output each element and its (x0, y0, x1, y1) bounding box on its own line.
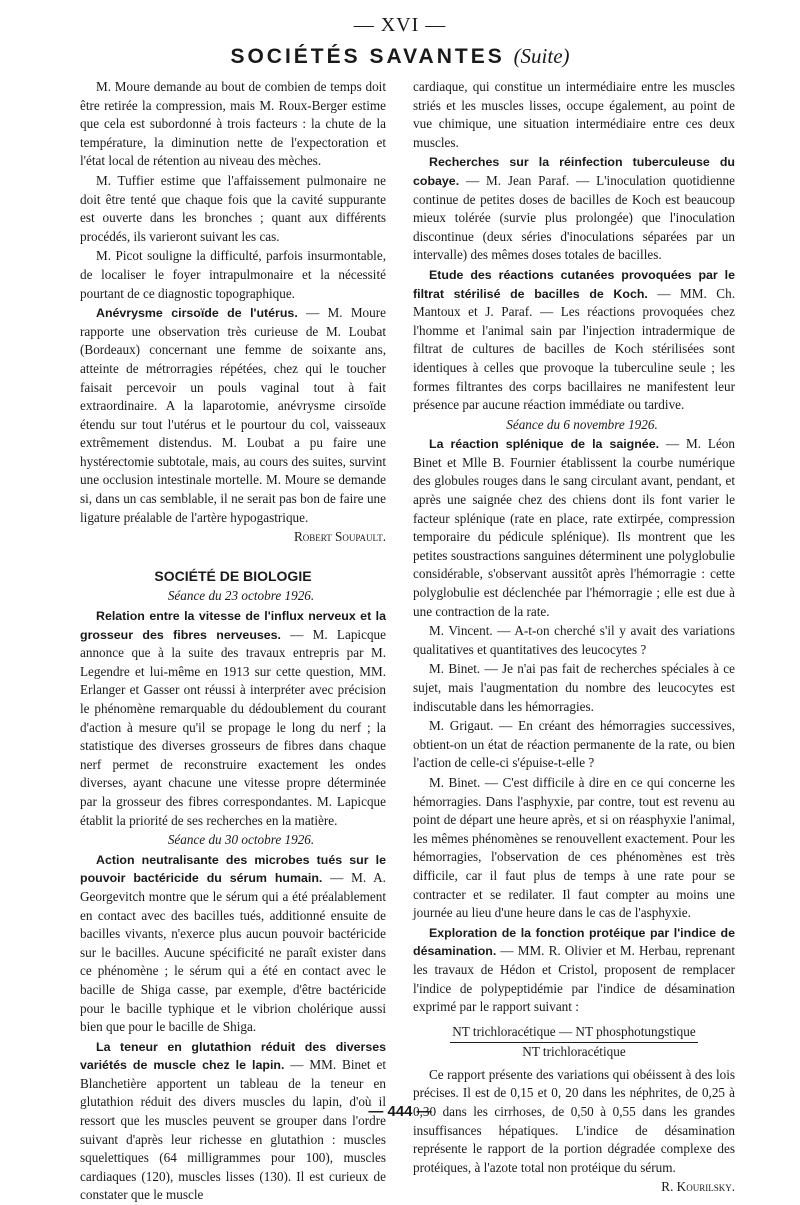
author-signature: R. Kourilsky. (661, 1179, 735, 1195)
heading-title: SOCIÉTÉS SAVANTES (230, 45, 505, 68)
paragraph: cardiaque, qui constitue un intermédiaire entre les muscles striés et les muscles lisses, occupe également, au point de vue chimique, une situation intermédiaire entre ces deux muscles. (413, 79, 735, 150)
article-text: — M. Lapicque annonce que à la suite des travaux entrepris par M. Legendre et lui-même en 1913 sur cette question, MM. Erlanger et Gasser ont réussi à interpréter avec précision le phénomène remarquable du dédoublement du courant d'action à mesure qu'il se propage le long du nerf ; la statistique des diverses grosseurs de fibres dans chaque nerf permet de reconstruire exactement les ondes diverses, ayant chacune une vitesse propre déterminée par la grosseur des fibres correspondantes. M. Lapicque établit la priorité de ses recherches en la matière. (80, 626, 386, 828)
article-title: Anévrysme cirsoïde de l'utérus. (96, 306, 298, 321)
article-text: — MM. Binet et Blanchetière apportent un tableau de la teneur en glutathion réduit des divers muscles du lapin, d'où il ressort que les muscles peuvent se grouper dans l'ordre suivant d'après leur richesse en glutathion : muscles squelettiques (64 milligrammes pour 100), muscles cardiaques (120), muscles lisses (130). Il est curieux de constater que le muscle (80, 1057, 386, 1203)
article-text: — MM. Ch. Mantoux et J. Paraf. — Les réactions provoquées chez l'homme et l'animal sain par l'injection intradermique de filtrat de cultures de bacilles de Koch stérilisées sont identiques à celles que provoque la tuberculine seule ; les formes filtrantes des corps bacillaires ne manifestent leur présence par aucune réaction immédiate ou tardive. (413, 285, 735, 413)
article-title: Exploration de la fonction protéique par l'indice de désamination. (413, 925, 735, 959)
paragraph (80, 607, 386, 830)
paragraph: M. Binet. — Je n'ai pas fait de recherches spéciales à ce sujet, mais l'augmentation du nombre des leucocytes est indiscutable dans les hémorragies. (413, 661, 735, 714)
paragraph (413, 435, 735, 621)
paragraph (80, 851, 386, 1037)
paragraph: M. Binet. — C'est difficile à dire en ce qui concerne les hémorragies. Dans l'asphyxie, par contre, tout est revenu au point de départ une heure après, et si on réasphyxie l'animal, les mêmes phénomènes se renouvellent exactement. Pour les hémorragies, l'observation de ces phénomènes est très difficile, car il faut plus de temps à une rate pour se contracter et se redilater. Il faut compter au moins une journée au lieu d'une heure dans le cas de l'asphyxie. (413, 774, 735, 921)
paragraph: M. Grigaut. — En créant des hémorragies successives, obtient-on un état de réaction permanente de la rate, ou bien l'action de celle-ci s'épuise-t-elle ? (413, 718, 735, 771)
formula-denominator: NT trichloracétique (522, 1044, 626, 1060)
paragraph (413, 266, 735, 415)
article-title: Recherches sur la réinfection tuberculeuse du cobaye. (413, 155, 735, 188)
page-number: — 444 — (368, 1103, 432, 1120)
session-date: Séance du 6 novembre 1926. (506, 416, 658, 432)
article-title: La réaction splénique de la saignée. (429, 437, 660, 452)
left-column (80, 78, 386, 1203)
paragraph: M. Moure demande au bout de combien de temps doit être retirée la compression, mais M. Roux-Berger estime que cela est subordonné à trois facteurs : la chute de la température, la diminution nette de l'expectoration et l'état local de rétention au niveau des mèches. (80, 79, 386, 169)
article-text: — M. Jean Paraf. — L'inoculation quotidienne continue de petites doses de bacilles de Koch est beaucoup mieux tolérée (survie plus prolongée) que l'inoculation discontinue (deux séries d'inoculations séparées par un intervalle) des mêmes doses totales de bacilles. (413, 172, 735, 263)
author-signature: Robert Soupault. (293, 529, 386, 545)
article-title: Etude des réactions cutanées provoquées par le filtrat stérilisé de bacilles de Koch. (413, 267, 735, 301)
article-text: — M. Léon Binet et Mlle B. Fournier établissent la courbe numérique des globules rouges dans le sang circulant avant, pendant, et après une saignée chez des chiens dont ils font varier le facteur splénique (rate en place, rate extirpée, compression temporaire du pédicule splénique). Ils montrent que les petites soustractions sanguines déterminent une polyglobulie considérable, s'observant aussitôt après l'hémorragie : cette polyglobulie est déclenchée par l'hémorragie ; elle est due à une contraction de la rate. (413, 436, 735, 619)
article-text: — M. A. Georgevitch montre que le sérum qui a été préalablement en contact avec des bacilles tués, additionné ensuite de bacilles vivants, n'exerce plus aucun pouvoir bactéricide sur le bacilles. Aucune spécificité ne paraît exister dans ce phénomène ; le sérum qui a été en contact avec le bacille de Shiga casse, par exemple, d'être bactéricide pour le bacille typhique et le vibrion cholérique aussi bien que pour le bacille de Shiga. (80, 870, 386, 1035)
society-title: SOCIÉTÉ DE BIOLOGIE (154, 567, 312, 584)
paragraph: M. Vincent. — A-t-on cherché s'il y avait des variations qualitatives et quantitatives des leucocytes ? (413, 623, 735, 657)
session-date: Séance du 30 octobre 1926. (167, 832, 315, 848)
article-text: — M. Moure rapporte une observation très curieuse de M. Loubat (Bordeaux) concernant une femme de soixante ans, atteinte de métrorragies répétées, chez qui le toucher faisait percevoir un pouls vaginal tout à fait extraordinaire. A la laparotomie, anévrysme cirsoïde étendu sur tout l'utérus et le pourtour du col, vaisseaux extrêmement distendus. M. Loubat a pu faire une hystérectomie subtotale, mais, au cours des suites, survint une occlusion intestinale mortelle. M. Moure se demande si, dans un cas semblable, il ne serait pas bon de faire une ligature préalable de l'artère hypogastrique. (80, 305, 386, 525)
paragraph: M. Picot souligne la difficulté, parfois insurmontable, de localiser le foyer intrapulmonaire et la nécessité pourtant de ce diagnostic topographique. (80, 248, 386, 301)
deamination-formula (413, 1023, 735, 1062)
paragraph: M. Tuffier estime que l'affaissement pulmonaire ne doit être tenté que chaque fois que la cavité suppurante est ouverte dans les bronches ; quant aux différents procédés, ils varieront suivant les cas. (80, 172, 386, 244)
article-title: Action neutralisante des microbes tués sur le pouvoir bactéricide du sérum humain. (80, 852, 386, 886)
roman-page-number: — XVI — (353, 14, 447, 36)
heading-suite: (Suite) (513, 44, 570, 68)
paragraph: Ce rapport présente des variations qui obéissent à des lois précises. Il est de 0,15 et 0, 20 dans les néphrites, de 0,25 à 0,30 dans les cirrhoses, de 0,50 à 0,55 dans les grandes insuffisances hépatiques. L'indice de désamination représente le rapport de la portion dégradée complexe des protéiques, à l'azote total non protéique du sérum. (413, 1066, 735, 1175)
paragraph (80, 304, 386, 527)
session-date: Séance du 23 octobre 1926. (167, 588, 315, 604)
article-title: La teneur en glutathion réduit des diverses variétés de muscle chez le lapin. (80, 1039, 386, 1073)
paragraph (413, 153, 735, 265)
right-column (413, 78, 735, 1195)
paragraph (413, 924, 735, 1017)
section-heading (0, 44, 800, 69)
article-title: Relation entre la vitesse de l'influx nerveux et la grosseur des fibres nerveuses. (80, 609, 386, 642)
article-text: — MM. R. Olivier et M. Herbau, reprenant les travaux de Hédon et Cristol, proposent de remplacer l'indice de polypeptidémie par l'indice de désamination exprimé par le rapport suivant : (413, 943, 735, 1015)
paragraph (80, 1038, 386, 1205)
formula-numerator: NT trichloracétique — NT phosphotungstique (450, 1023, 697, 1044)
